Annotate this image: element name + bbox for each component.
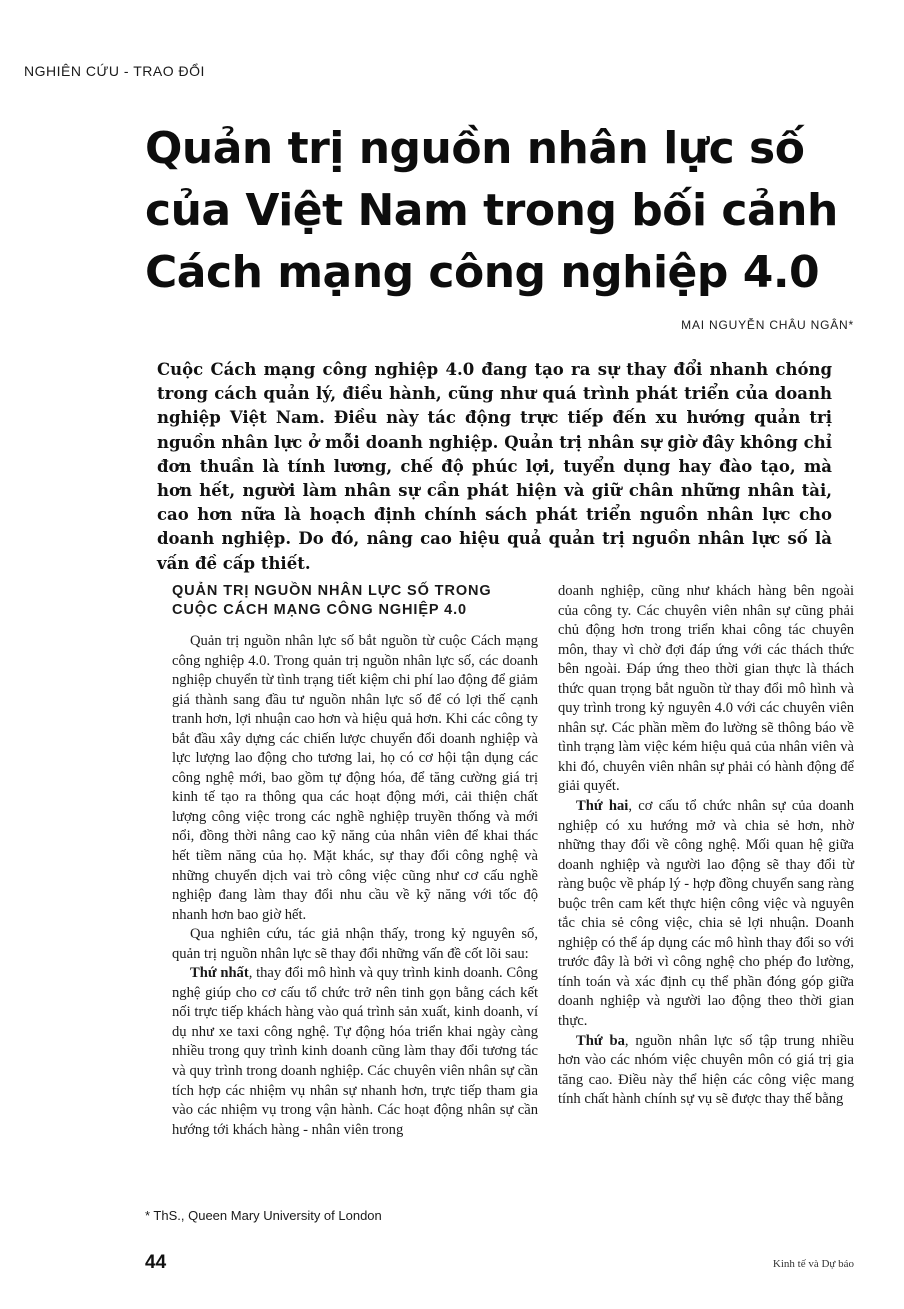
journal-name: Kinh tế và Dự báo [772,1258,854,1270]
footnote: * ThS., Queen Mary University of London [145,1208,382,1223]
section-heading [172,582,538,620]
paragraph-text: , cơ cấu tổ chức nhân sự của doanh nghiệp có xu hướng mở và chia sẻ hơn, nhờ những thay đổi về công nghệ. Mối quan hệ giữa doanh nghiệp và người lao động sẽ thay đổi từ ràng buộc về pháp lý - hợp đồng chuyển sang ràng buộc trên cam kết thực hiện công việc và nguyên tắc chia sẻ công việc, chia sẻ lợi nhuận. Doanh nghiệp có thể áp dụng các mô hình thay đổi so với trước đây là bởi vì công nghệ cho phép đo lường, tính toán và xác định cụ thể phần đóng góp giữa doanh nghiệp và người lao động theo thời gian thực. [558,798,855,1030]
author-name: MAI NGUYỄN CHÂU NGÂN* [681,318,854,332]
paragraph [558,797,854,1032]
paragraph-lead: Thứ ba [576,1032,625,1049]
abstract: Cuộc Cách mạng công nghiệp 4.0 đang tạo ra sự thay đổi nhanh chóng trong cách quản lý, điều hành, cũng như quá trình phát triển của doanh nghiệp Việt Nam. Điều này tác động trực tiếp đến xu hướng quản trị nguồn nhân lực ở mỗi doanh nghiệp. Quản trị nhân sự giờ đây không chỉ đơn thuần là tính lương, chế độ phúc lợi, tuyển dụng hay đào tạo, mà hơn hết, người làm nhân sự cần phát hiện và giữ chân những nhân tài, cao hơn nữa là hoạch định chính sách phát triển nguồn nhân lực cho doanh nghiệp. Do đó, nâng cao hiệu quả quản trị nguồn nhân lực số là vấn đề cấp thiết. [157,360,832,573]
paragraph-lead: Thứ hai [576,798,629,815]
left-column [172,582,538,1140]
page-number: 44 [145,1252,167,1273]
section-heading-line-2: CUỘC CÁCH MẠNG CÔNG NGHIỆP 4.0 [172,602,468,618]
section-label: NGHIÊN CỨU - TRAO ĐỔI [24,63,205,79]
paragraph: Qua nghiên cứu, tác giả nhận thấy, trong kỷ nguyên số, quản trị nguồn nhân lực sẽ thay đổi những vấn đề cốt lõi sau: [172,926,538,962]
paragraph [172,964,538,1140]
paragraph-text: , thay đổi mô hình và quy trình kinh doanh. Công nghệ giúp cho cơ cấu tổ chức trở nên tinh gọn bằng cách kết nối trực tiếp khách hàng vào quá trình sản xuất, kinh doanh, ví dụ như xe taxi công nghệ. Tự động hóa triển khai ngày càng nhiều trong quy trình kinh doanh cũng làm thay đổi tương tác và quy trình trong doanh nghiệp. Các chuyên viên nhân sự cần tích hợp các nhiệm vụ nhân sự nhanh hơn, trực tiếp tham gia vào các nhiệm vụ trong vận hành. Các hoạt động nhân sự cần hướng tới khách hàng - nhân viên trong [172,965,538,1138]
right-column [558,582,854,1110]
paragraph [558,1032,854,1110]
article-title: Quản trị nguồn nhân lực số của Việt Nam trong bối cảnh Cách mạng công nghiệp 4.0 [145,123,838,298]
paragraph-lead: Thứ nhất [190,965,249,982]
section-heading-line-1: QUẢN TRỊ NGUỒN NHÂN LỰC SỐ TRONG [172,583,492,599]
paragraph: doanh nghiệp, cũng như khách hàng bên ngoài của công ty. Các chuyên viên nhân sự cũng phải chủ động hơn trong triển khai công tác chuyên môn, thay vì chờ đợi đáp ứng với các thách thức bên ngoài. Đáp ứng theo thời gian thực là thách thức quan trọng bắt nguồn từ thay đổi mô hình và quy trình trong kỷ nguyên 4.0 với các chuyên viên nhân sự. Các phần mềm đo lường sẽ thông báo về tình trạng làm việc kém hiệu quả của nhân viên và khi đó, chuyên viên nhân sự phải có hành động để giải quyết. [558,583,854,795]
paragraph-text: , nguồn nhân lực số tập trung nhiều hơn vào các nhóm việc chuyên môn có giá trị gia tăng cao. Điều này thể hiện các công việc mang tính chất hành chính sự vụ sẽ được thay thế bằng [558,1032,855,1108]
paragraph: Quản trị nguồn nhân lực số bắt nguồn từ cuộc Cách mạng công nghiệp 4.0. Trong quản trị nguồn nhân lực số, các doanh nghiệp chuyển từ tình trạng tiết kiệm chi phí lao động để giảm giá thành sang đầu tư nguồn nhân lực số để có lợi thế cạnh tranh hơn, lợi nhuận cao hơn và hiệu quả hơn. Khi các công ty bắt đầu xây dựng các chiến lược chuyển đổi doanh nghiệp và lực lượng lao động cho tương lai, họ có cơ hội tận dụng các công nghệ mới, bao gồm tự động hóa, để tăng cường giá trị kinh tế tạo ra thông qua các hoạt động mới, cải thiện chất lượng công việc trong các nghề nghiệp truyền thống và mới nổi, đồng thời nâng cao kỹ năng của nhân viên để khai thác hết tiềm năng của họ. Mặt khác, sự thay đổi công nghệ và những chuyển dịch vai trò công việc cũng như cơ cấu nghề nghiệp đang làm thay đổi nhu cầu về kỹ năng với tốc độ nhanh hơn bao giờ hết. [172,633,538,923]
